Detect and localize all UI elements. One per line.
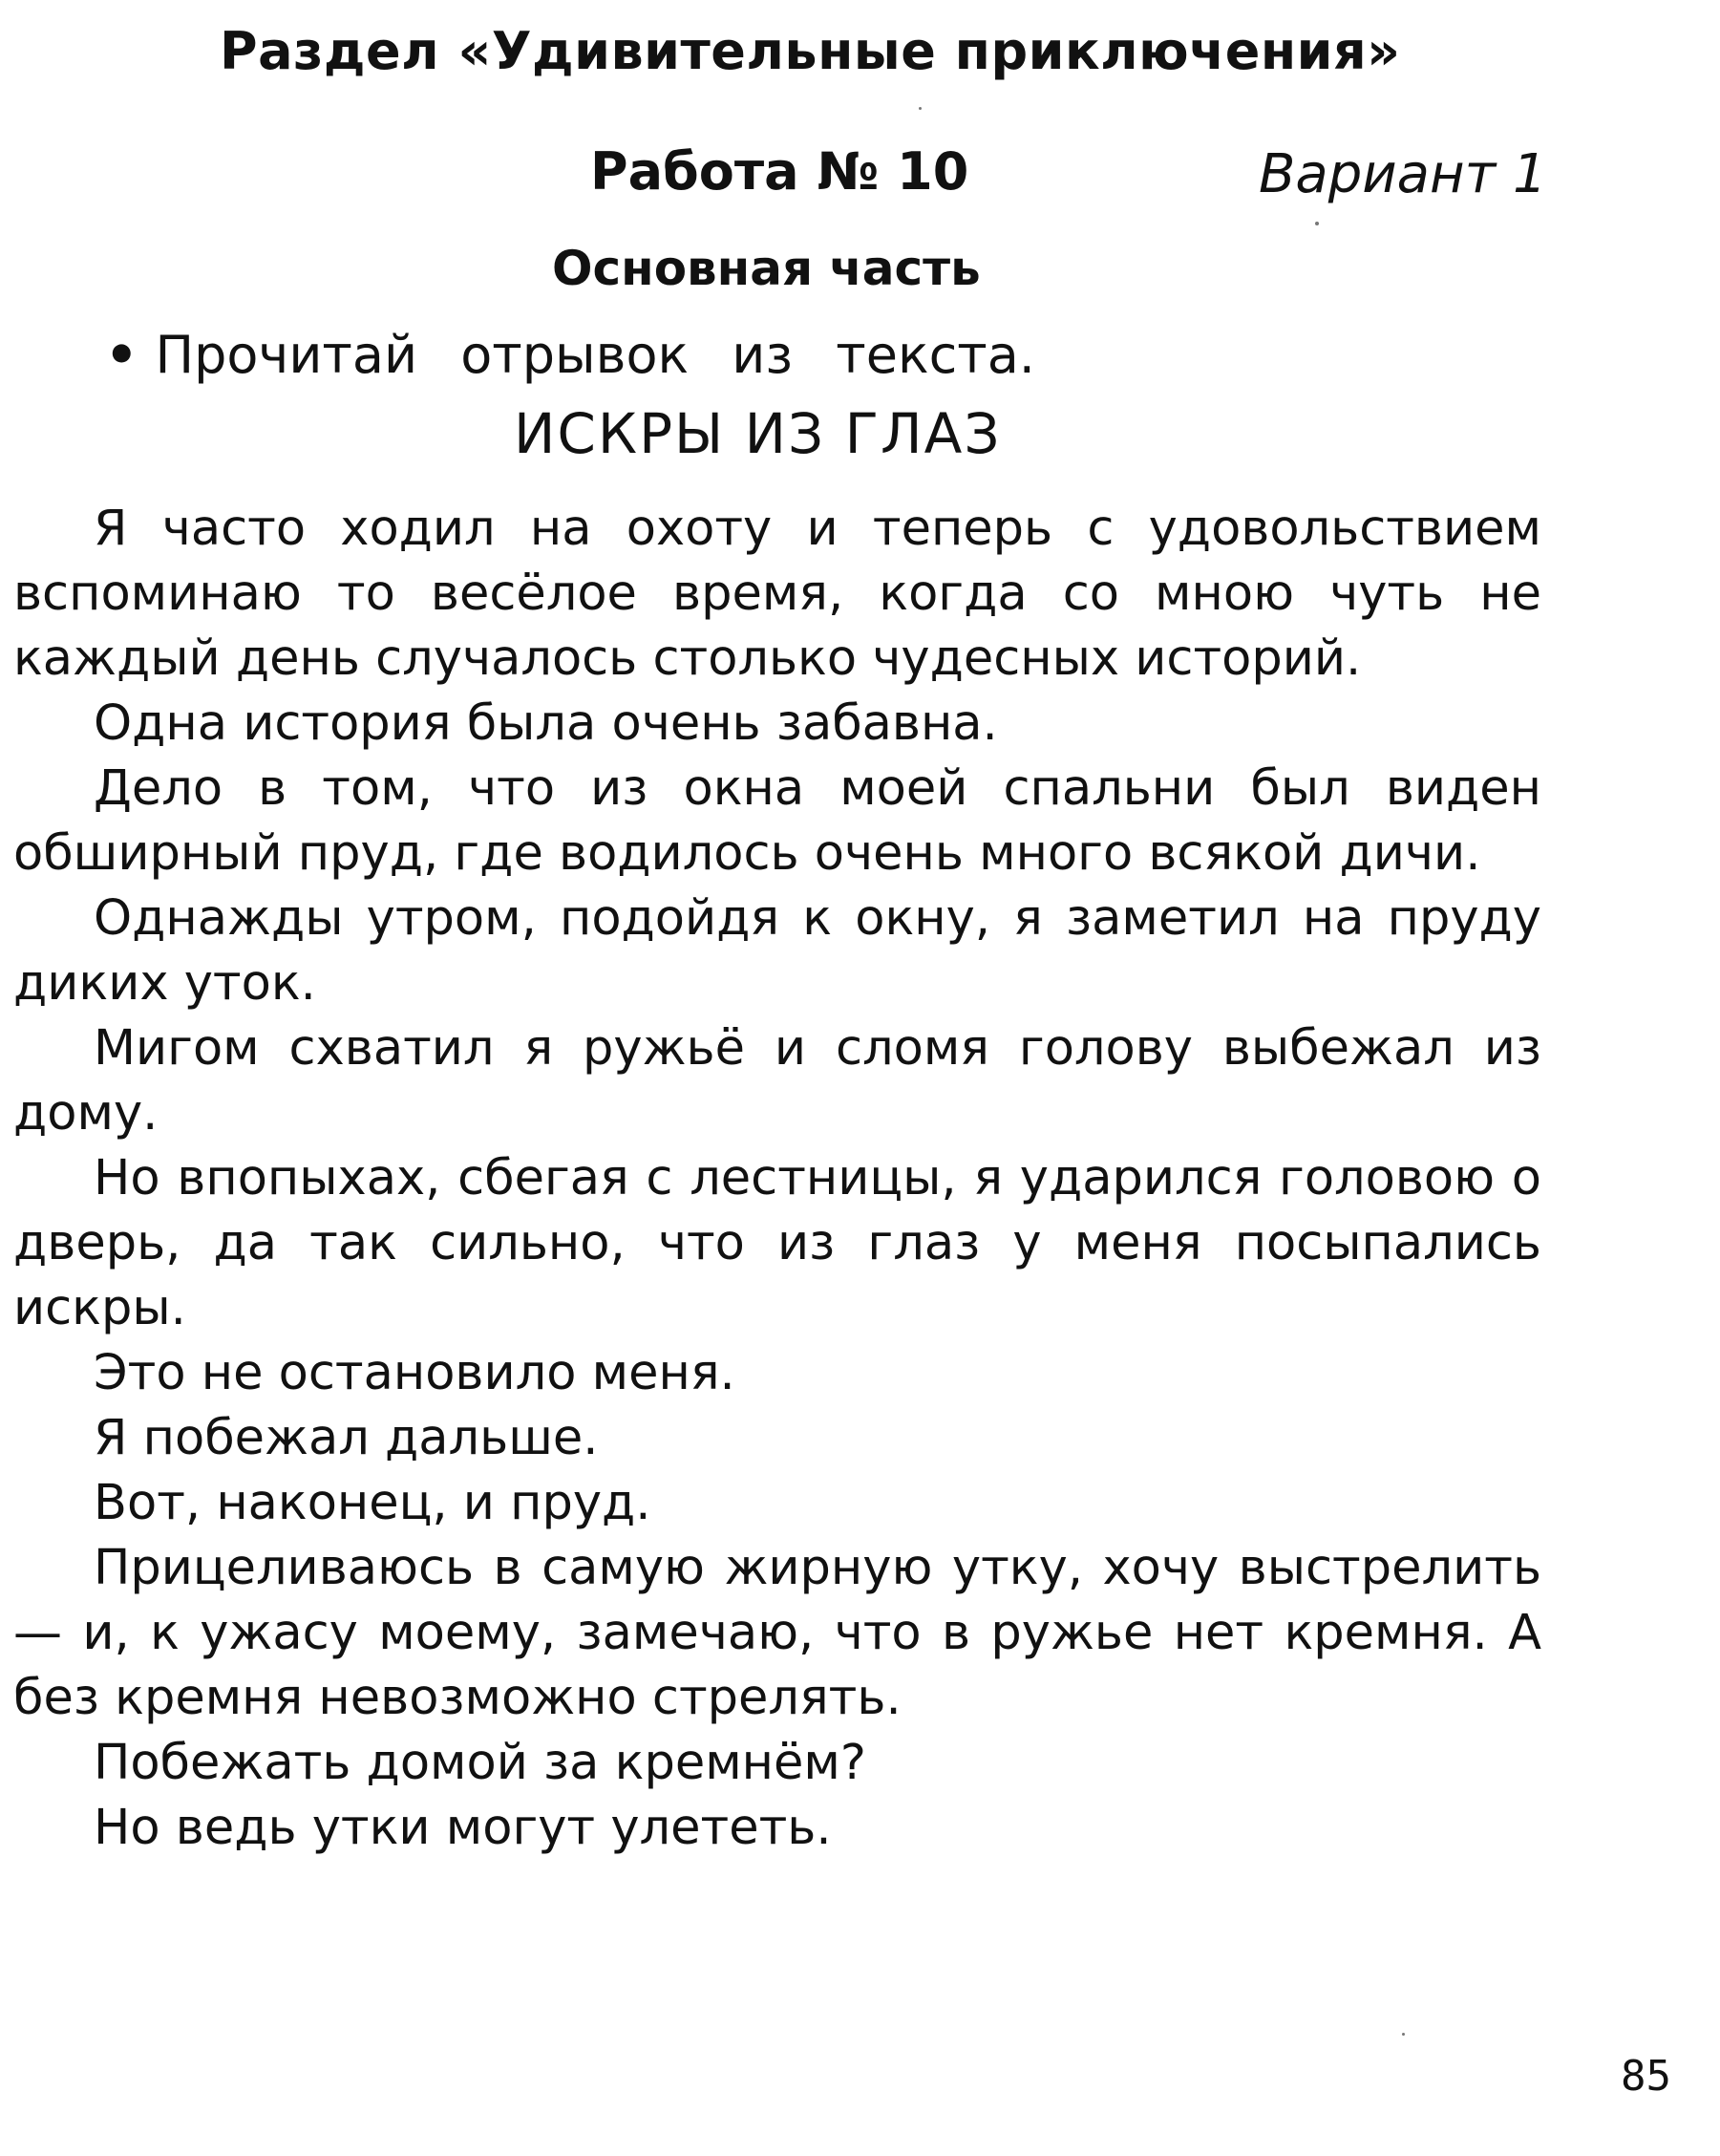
story-paragraph: Вот, наконец, и пруд. [94,1475,651,1531]
story-paragraph: Я часто ходил на охоту и теперь с удовольствием вспоминаю то весёлое время, когда со мною чуть не каждый день случалось столько чудесных историй. [13,501,1541,687]
instruction [105,325,1035,385]
story-paragraph: Дело в том, что из окна моей спальни был виден обширный пруд, где водилось очень много всякой дичи. [13,760,1541,882]
story-paragraph: Я побежал дальше. [94,1410,599,1466]
bullet-icon: • [105,325,138,385]
story-paragraph: Мигом схватил я ружьё и сломя голову выбежал из дому. [13,1020,1541,1142]
variant-label: Вариант 1 [1259,143,1547,205]
page-number: 85 [1621,2052,1671,2101]
story-paragraph: Прицеливаюсь в самую жирную утку, хочу выстрелить — и, к ужасу моему, замечаю, что в ружье нет кремня. А без кремня невозможно стрелять. [13,1540,1541,1726]
story-paragraph: Побежать домой за кремнём? [94,1735,866,1791]
story-paragraph: Но впопыхах, сбегая с лестницы, я ударился головою о дверь, да так сильно, что из глаз у меня посыпались искры. [13,1150,1541,1336]
scan-speck [1315,222,1319,225]
instruction-text: Прочитай отрывок из текста. [155,325,1035,385]
scan-speck [919,107,922,110]
section-title: Раздел «Удивительные приключения» [220,21,1401,81]
story-paragraph: Однажды утром, подойдя к окну, я заметил на пруду диких уток. [13,890,1541,1012]
story-paragraph: Это не остановило меня. [94,1345,735,1401]
story-paragraph: Одна история была очень забавна. [94,695,998,752]
main-part-heading: Основная часть [552,241,981,296]
story-paragraph: Но ведь утки могут улететь. [94,1800,832,1856]
work-title: Работа № 10 [590,141,969,202]
scan-speck [1402,2033,1405,2036]
story-title: ИСКРЫ ИЗ ГЛАЗ [514,401,1002,466]
story-text [13,497,1541,1861]
